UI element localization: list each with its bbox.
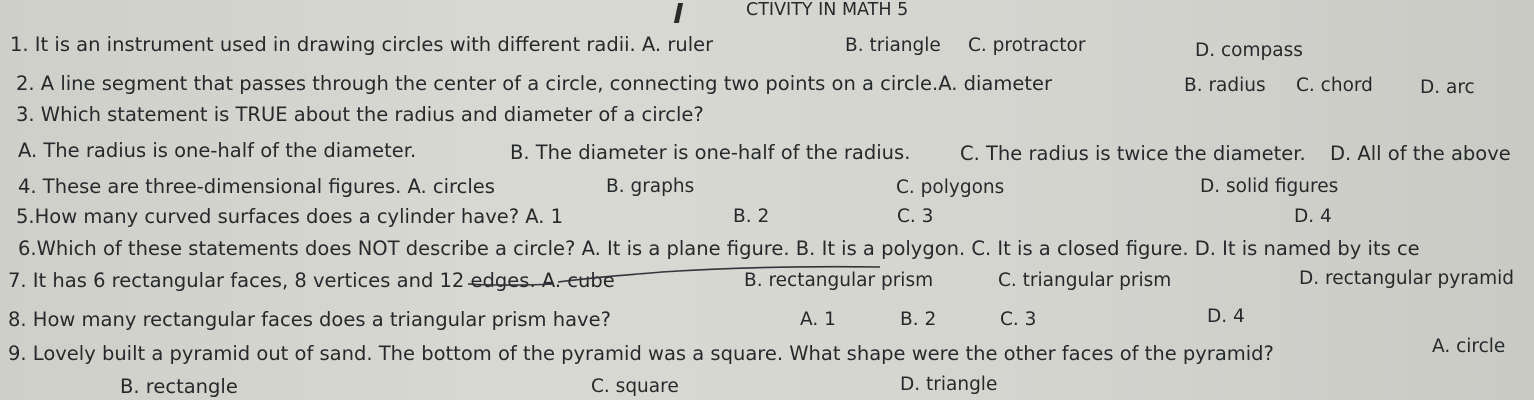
page-title: CTIVITY IN MATH 5	[746, 0, 909, 20]
q4-option-c: C. polygons	[896, 177, 1005, 198]
question-5: 5.How many curved surfaces does a cylinder have? A. 1	[16, 205, 564, 228]
q7-option-b: B. rectangular prism	[744, 270, 934, 291]
q3-option-b: B. The diameter is one-half of the radius.	[510, 141, 911, 164]
question-7: 7. It has 6 rectangular faces, 8 vertices and 12 edges. A. cube	[8, 269, 615, 292]
q3-option-a: A. The radius is one-half of the diameter.	[18, 139, 417, 162]
q1-option-d: D. compass	[1195, 40, 1303, 61]
q2-option-b: B. radius	[1184, 75, 1266, 96]
q3-option-d: D. All of the above	[1330, 142, 1511, 165]
question-2: 2. A line segment that passes through the center of a circle, connecting two points on a circle.A. diameter	[16, 72, 1053, 95]
q1-option-c: C. protractor	[968, 35, 1086, 56]
q5-option-c: C. 3	[897, 206, 934, 227]
q5-option-b: B. 2	[733, 206, 770, 227]
q9-option-c: C. square	[591, 376, 679, 397]
question-9: 9. Lovely built a pyramid out of sand. The bottom of the pyramid was a square. What shape were the other faces of the pyramid?	[8, 342, 1274, 365]
pen-mark	[674, 3, 683, 23]
q9-option-d: D. triangle	[900, 374, 998, 395]
q7-option-c: C. triangular prism	[998, 270, 1172, 291]
q9-option-b: B. rectangle	[120, 375, 238, 398]
q5-option-d: D. 4	[1294, 206, 1332, 227]
pencil-underline	[462, 262, 882, 288]
question-8: 8. How many rectangular faces does a triangular prism have?	[8, 308, 611, 331]
q1-option-b: B. triangle	[845, 35, 941, 56]
q8-option-c: C. 3	[1000, 309, 1037, 330]
q8-option-b: B. 2	[900, 309, 937, 330]
q8-option-a: A. 1	[800, 309, 836, 330]
q7-option-d: D. rectangular pyramid	[1299, 268, 1515, 289]
q2-option-c: C. chord	[1296, 75, 1373, 96]
q9-option-a: A. circle	[1432, 336, 1506, 357]
question-6: 6.Which of these statements does NOT describe a circle? A. It is a plane figure. B. It is a polygon. C. It is a closed figure. D. It is named by its ce	[18, 237, 1420, 260]
question-4: 4. These are three-dimensional figures. A. circles	[18, 175, 495, 198]
question-3: 3. Which statement is TRUE about the radius and diameter of a circle?	[16, 103, 704, 126]
question-1: 1. It is an instrument used in drawing circles with different radii. A. ruler	[10, 33, 714, 56]
q3-option-c: C. The radius is twice the diameter.	[960, 142, 1306, 165]
q8-option-d: D. 4	[1207, 306, 1245, 327]
q4-option-d: D. solid figures	[1200, 176, 1339, 197]
q2-option-d: D. arc	[1420, 77, 1475, 98]
q4-option-b: B. graphs	[606, 176, 695, 197]
